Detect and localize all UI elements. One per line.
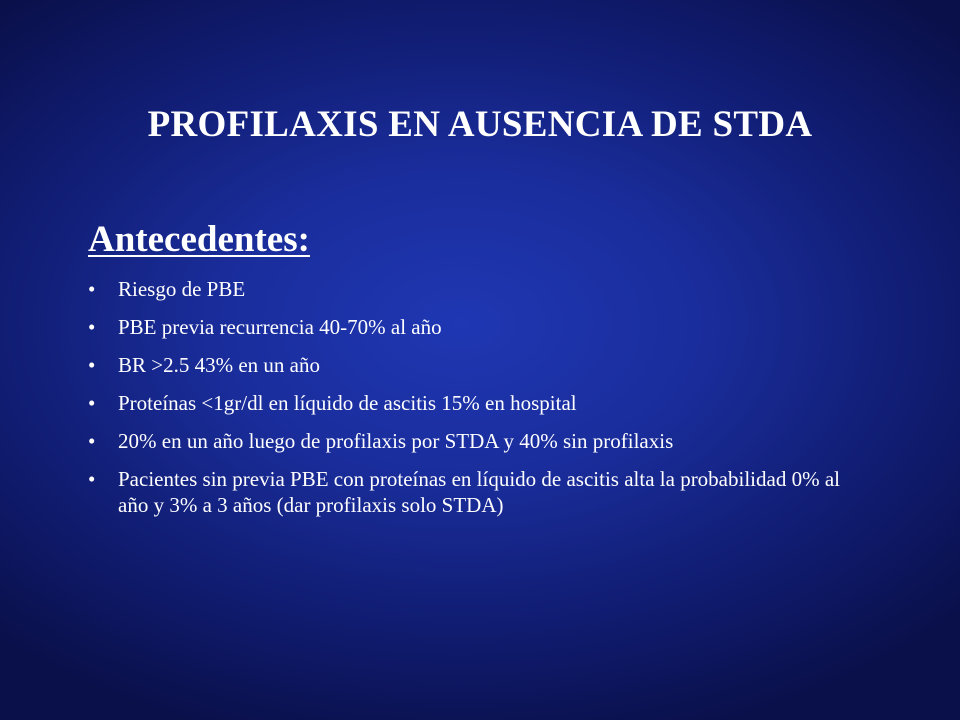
bullet-text: BR >2.5 43% en un año [118, 353, 320, 377]
bullet-icon: • [88, 277, 96, 301]
bullet-icon: • [88, 391, 96, 415]
bullet-text: PBE previa recurrencia 40-70% al año [118, 315, 442, 339]
bullet-text: Proteínas <1gr/dl en líquido de ascitis 15% en hospital [118, 391, 577, 415]
section-heading: Antecedentes: [88, 219, 310, 260]
bullet-text: Riesgo de PBE [118, 277, 246, 301]
bullet-text: Pacientes sin previa PBE con proteínas en líquido de ascitis alta la probabilidad 0% al año y 3% a 3 años (dar profilaxis solo STDA) [118, 467, 840, 517]
bullet-item [88, 428, 868, 454]
bullet-item [88, 390, 868, 416]
bullet-item [88, 314, 868, 340]
bullet-text: 20% en un año luego de profilaxis por STDA y 40% sin profilaxis [118, 429, 674, 453]
bullet-icon: • [88, 467, 96, 491]
bullet-item [88, 466, 868, 518]
slide-title: PROFILAXIS EN AUSENCIA DE STDA [147, 104, 813, 145]
bullet-icon: • [88, 353, 96, 377]
bullet-item [88, 352, 868, 378]
bullet-item [88, 276, 868, 302]
bullet-icon: • [88, 429, 96, 453]
bullet-icon: • [88, 315, 96, 339]
bullet-list [88, 276, 868, 530]
